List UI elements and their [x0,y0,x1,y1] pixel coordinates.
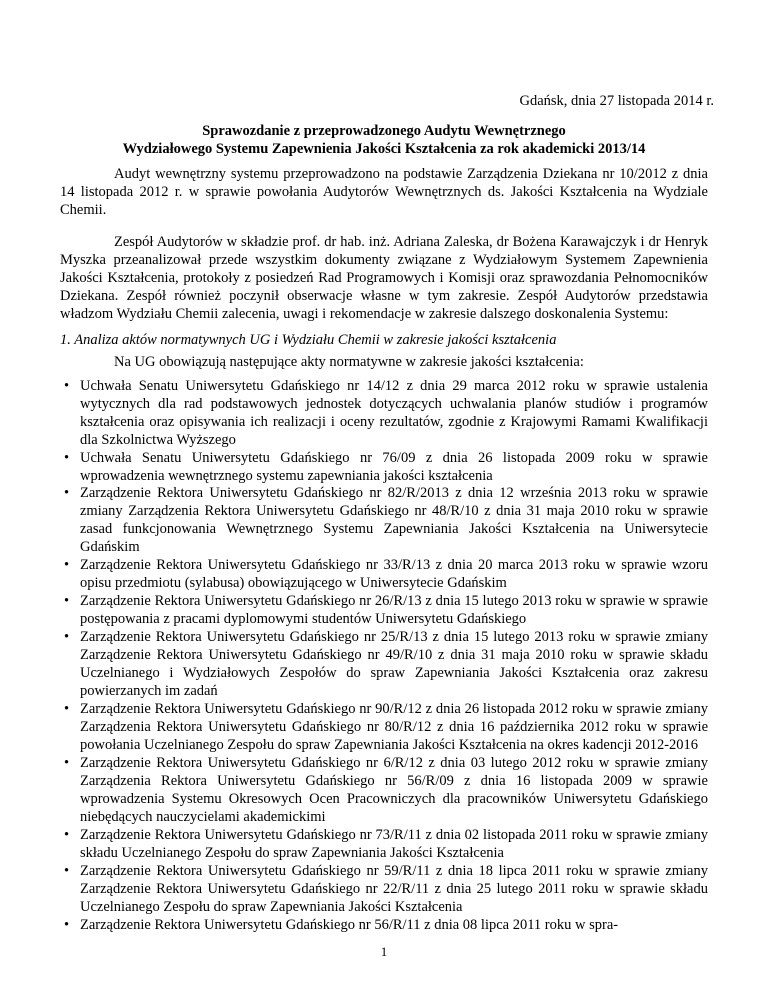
list-item: • Zarządzenie Rektora Uniwersytetu Gdańskiego nr 59/R/11 z dnia 18 lipca 2011 roku w sprawie zmiany Zarządzenie Rektora Uniwersytetu Gdańskiego nr 22/R/11 z dnia 25 lutego 2011 roku w sprawie składu Uczelnianego Zespołu do spraw Zapewniania Jakości Kształcenia [64,863,708,915]
bullet-icon: • [64,485,70,501]
paragraph-audit-team: Zespół Audytorów w składzie prof. dr hab. inż. Adriana Zaleska, dr Bożena Karawajczyk i dr Henryk Myszka przeanalizował przede wszystkim dokumenty związane z Wydziałowym Systemem Zapewnienia Jakości Kształcenia, protokoły z posiedzeń Rad Programowych i Komisji oraz sprawozdania Pełnomocników Dziekana. Zespół również poczynił obserwacje własne w tym zakresie. Zespół Audytorów przedstawia władzom Wydziału Chemii zalecenia, uwagi i rekomendacje w zakresie dalszego doskonalenia Systemu: [60,234,708,322]
report-title-line-2: Wydziałowego Systemu Zapewnienia Jakości Kształcenia za rok akademicki 2013/14 [122,141,646,157]
list-item: • Zarządzenie Rektora Uniwersytetu Gdańskiego nr 56/R/11 z dnia 08 lipca 2011 roku w spra- [64,917,619,933]
list-item: • Uchwała Senatu Uniwersytetu Gdańskiego nr 14/12 z dnia 29 marca 2012 roku w sprawie ustalenia wytycznych dla rad podstawowych jednostek dotyczących uchwalania planów studiów i programów kształcenia oraz opisywania ich realizacji i oceny rezultatów, zgodnie z Krajowymi Ramami Kwalifikacji dla Szkolnictwa Wyższego [64,378,708,448]
report-title-line-1: Sprawozdanie z przeprowadzonego Audytu Wewnętrznego [202,123,566,139]
bullet-icon: • [64,863,70,879]
section-1-heading: 1. Analiza aktów normatywnych UG i Wydziału Chemii w zakresie jakości kształcenia [60,332,557,348]
list-item: • Zarządzenie Rektora Uniwersytetu Gdańskiego nr 26/R/13 z dnia 15 lutego 2013 roku w sprawie w sprawie postępowania z pracami dyplomowymi studentów Uniwersytetu Gdańskiego [64,593,708,627]
list-item: • Zarządzenie Rektora Uniwersytetu Gdańskiego nr 90/R/12 z dnia 26 listopada 2012 roku w sprawie zmiany Zarządzenia Rektora Uniwersytetu Gdańskiego nr 80/R/12 z dnia 16 października 2012 roku w sprawie powołania Uczelnianego Zespołu do spraw Zapewniania Jakości Kształcenia na okres kadencji 2012-2016 [64,701,708,753]
bullet-icon: • [64,557,70,573]
bullet-icon: • [64,378,70,394]
bullet-icon: • [64,593,70,609]
section-1-intro: Na UG obowiązują następujące akty normatywne w zakresie jakości kształcenia: [114,354,584,370]
rector-orders-list [60,484,708,934]
list-item: • Zarządzenie Rektora Uniwersytetu Gdańskiego nr 82/R/2013 z dnia 12 września 2013 roku w sprawie zmiany Zarządzenia Rektora Uniwersytetu Gdańskiego nr 48/R/10 z dnia 31 maja 2010 roku w sprawie zasad funkcjonowania Wewnętrznego Systemu Zapewniania Jakości Kształcenia na Uniwersytecie Gdańskim [64,485,708,555]
paragraph-audit-basis: Audyt wewnętrzny systemu przeprowadzono na podstawie Zarządzenia Dziekana nr 10/2012 z dnia 14 listopada 2012 r. w sprawie powołania Audytorów Wewnętrznych ds. Jakości Kształcenia na Wydziale Chemii. [60,166,708,218]
bullet-icon: • [64,917,70,933]
bullet-icon: • [64,629,70,645]
list-item: • Uchwała Senatu Uniwersytetu Gdańskiego nr 76/09 z dnia 26 listopada 2009 roku w sprawie wprowadzenia wewnętrznego systemu zapewniania jakości kształcenia [64,450,708,484]
bullet-icon: • [64,701,70,717]
list-item: • Zarządzenie Rektora Uniwersytetu Gdańskiego nr 73/R/11 z dnia 02 listopada 2011 roku w sprawie zmiany składu Uczelnianego Zespołu do spraw Zapewniania Jakości Kształcenia [64,827,708,861]
list-item: • Zarządzenie Rektora Uniwersytetu Gdańskiego nr 25/R/13 z dnia 15 lutego 2013 roku w sprawie zmiany Zarządzenie Rektora Uniwersytetu Gdańskiego nr 49/R/10 z dnia 31 maja 2010 roku w sprawie składu Uczelnianego i Wydziałowych Zespołów do spraw Zapewniania Jakości Kształcenia oraz zakresu powierzanych im zadań [64,629,708,699]
list-item: • Zarządzenie Rektora Uniwersytetu Gdańskiego nr 33/R/13 z dnia 20 marca 2013 roku w sprawie wzoru opisu przedmiotu (sylabusa) obowiązującego w Uniwersytecie Gdańskim [64,557,708,591]
page-number: 1 [380,944,388,959]
bullet-icon: • [64,755,70,771]
bullet-icon: • [64,827,70,843]
date-line: Gdańsk, dnia 27 listopada 2014 r. [519,93,714,109]
list-item: • Zarządzenie Rektora Uniwersytetu Gdańskiego nr 6/R/12 z dnia 03 lutego 2012 roku w sprawie zmiany Zarządzenia Rektora Uniwersytetu Gdańskiego nr 56/R/09 z dnia 16 listopada 2009 w sprawie wprowadzenia Systemu Okresowych Ocen Pracowniczych dla pracowników Uniwersytetu Gdańskiego niebędących nauczycielami akademickimi [64,755,708,825]
senate-resolutions-list [60,377,708,485]
bullet-icon: • [64,450,70,466]
report-title [60,122,708,158]
